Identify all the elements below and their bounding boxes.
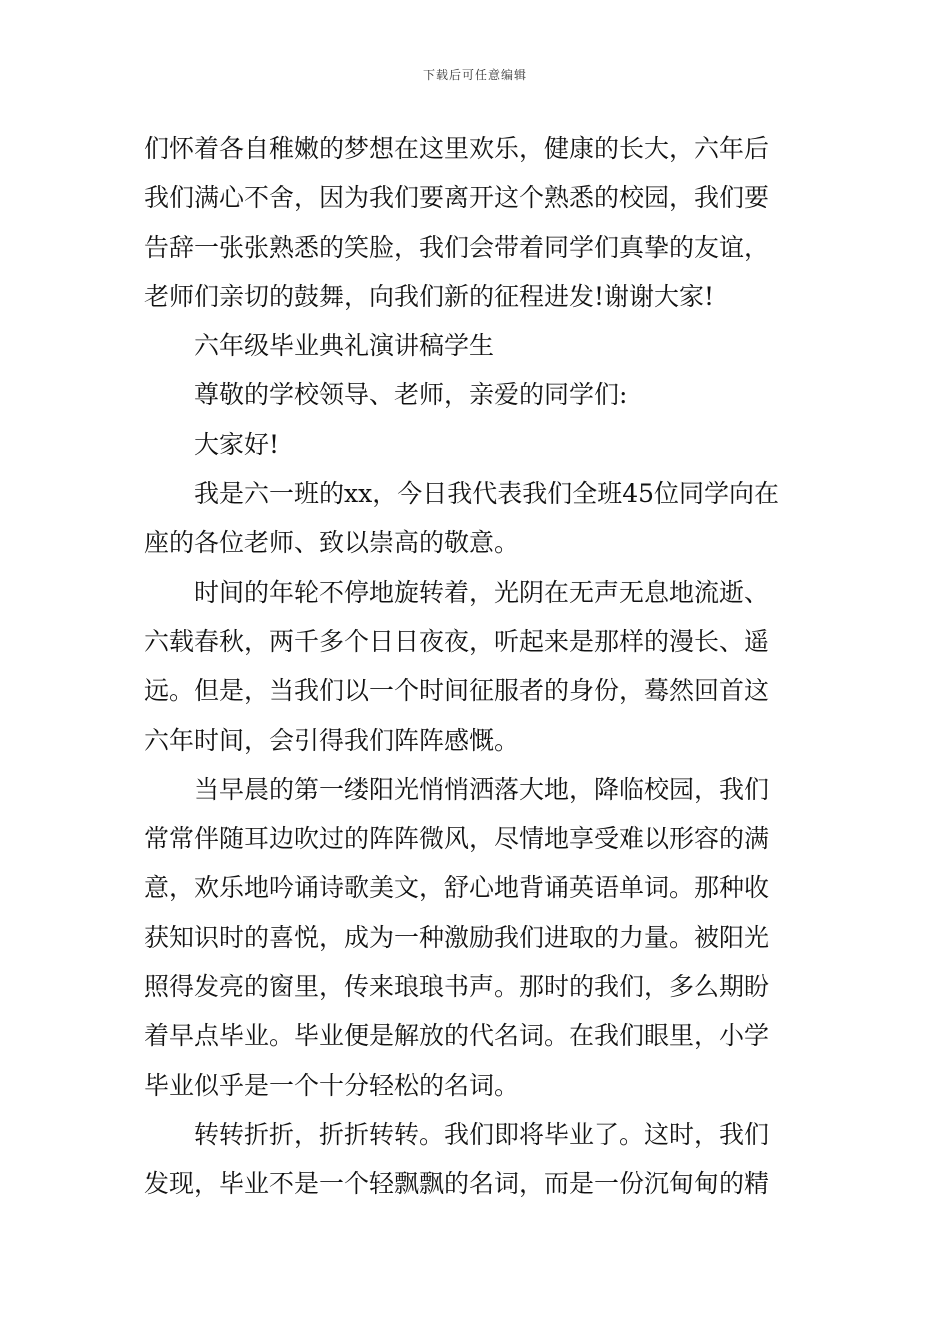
page-header: 下载后可任意编辑	[422, 68, 527, 82]
text-line: 座的各位老师、致以崇高的敬意。	[144, 528, 520, 558]
document-body	[144, 124, 806, 1209]
text-line: 发现，毕业不是一个轻飘飘的名词，而是一份沉甸甸的精	[144, 1169, 770, 1199]
text-line: 获知识时的喜悦，成为一种激励我们进取的力量。被阳光	[144, 922, 770, 952]
text-line: 着早点毕业。毕业便是解放的代名词。在我们眼里，小学	[144, 1021, 770, 1051]
text-line: 意，欢乐地吟诵诗歌美文，舒心地背诵英语单词。那种收	[144, 873, 770, 903]
text-line: 老师们亲切的鼓舞，向我们新的征程进发!谢谢大家!	[144, 281, 715, 311]
text-line: 时间的年轮不停地旋转着，光阴在无声无息地流逝、	[194, 577, 770, 607]
text-line: 六载春秋，两千多个日日夜夜，听起来是那样的漫长、遥	[144, 626, 770, 656]
text-line: 我们满心不舍，因为我们要离开这个熟悉的校园，我们要	[144, 183, 770, 213]
text-line: 常常伴随耳边吹过的阵阵微风，尽情地享受难以形容的满	[144, 824, 770, 854]
text-line: 照得发亮的窗里，传来琅琅书声。那时的我们，多么期盼	[144, 972, 770, 1002]
section-title: 六年级毕业典礼演讲稿学生	[194, 331, 495, 361]
salutation: 尊敬的学校领导、老师，亲爱的同学们:	[194, 380, 628, 410]
text-line: 告辞一张张熟悉的笑脸，我们会带着同学们真挚的友谊，	[144, 232, 770, 262]
text-line: 远。但是，当我们以一个时间征服者的身份，蓦然回首这	[144, 676, 770, 706]
greeting: 大家好!	[194, 429, 280, 459]
text-line: 毕业似乎是一个十分轻松的名词。	[144, 1070, 520, 1100]
text-line: 们怀着各自稚嫩的梦想在这里欢乐，健康的长大，六年后	[144, 134, 770, 163]
text-line: 我是六一班的xx，今日我代表我们全班45位同学向在	[194, 479, 780, 509]
text-line: 六年时间，会引得我们阵阵感慨。	[144, 725, 520, 755]
text-line: 转转折折，折折转转。我们即将毕业了。这时，我们	[194, 1119, 770, 1149]
text-line: 当早晨的第一缕阳光悄悄洒落大地，降临校园，我们	[194, 774, 770, 804]
